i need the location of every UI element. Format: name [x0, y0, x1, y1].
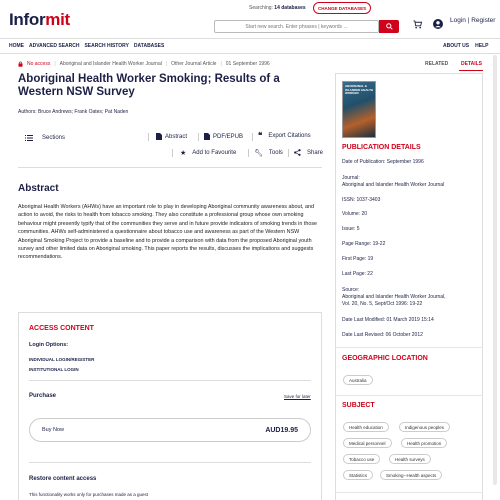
- toolbar-divider: [198, 133, 199, 141]
- tag-smoking-health-aspects[interactable]: Smoking--Health aspects: [380, 470, 442, 480]
- favourite-label: Add to Favourite: [192, 150, 237, 156]
- journal-value[interactable]: Aboriginal and Islander Health Worker Journal: [342, 182, 445, 188]
- export-label: Export Citations: [268, 133, 311, 139]
- last-page: Last Page: 22: [342, 271, 373, 277]
- purchase-heading: Purchase: [29, 393, 57, 399]
- toolbar-divider: [288, 149, 289, 157]
- institutional-login-link[interactable]: INSTITUTIONAL LOGIN: [29, 367, 79, 372]
- share-button[interactable]: [294, 149, 323, 156]
- document-icon: [156, 133, 162, 140]
- tag-indigenous-peoples[interactable]: Indigenous peoples: [399, 422, 450, 432]
- cart-icon[interactable]: [413, 16, 422, 34]
- save-for-later-link[interactable]: Save for later: [284, 394, 311, 399]
- tag-statistics[interactable]: Statistics: [343, 470, 373, 480]
- access-content-panel: [18, 312, 322, 500]
- active-tab-indicator: [459, 70, 483, 71]
- main-nav: [9, 43, 164, 49]
- export-citations-button[interactable]: [258, 133, 311, 139]
- access-divider: [29, 462, 311, 463]
- sidebar-divider: [335, 347, 483, 348]
- restore-access-note: This functionality works only for purchases made as a guest: [29, 492, 149, 497]
- nav-about-us[interactable]: ABOUT US: [443, 43, 470, 49]
- buy-now-label: Buy Now: [42, 427, 65, 433]
- toolbar-bottom-divider: [18, 167, 322, 168]
- issue: Issue: 5: [342, 226, 360, 232]
- list-icon: [25, 135, 33, 141]
- tab-details[interactable]: DETAILS: [461, 61, 483, 67]
- breadcrumb-date: 01 September 1996: [225, 61, 270, 67]
- tab-related[interactable]: RELATED: [425, 61, 449, 67]
- pdf-icon: [204, 133, 210, 140]
- abstract-button[interactable]: [156, 133, 187, 140]
- pdf-label: PDF/EPUB: [213, 133, 244, 140]
- share-icon: [294, 149, 301, 156]
- date-last-revised: Date Last Revised: 06 October 2012: [342, 332, 423, 338]
- tools-button[interactable]: [254, 149, 283, 157]
- sections-button[interactable]: [25, 135, 65, 141]
- search-button[interactable]: [379, 20, 399, 33]
- nav-help[interactable]: HELP: [475, 43, 489, 49]
- page-range: Page Range: 19-22: [342, 241, 386, 247]
- date-of-publication: Date of Publication: September 1996: [342, 159, 424, 165]
- source-line-1: Aboriginal and Islander Health Worker Journal,: [342, 294, 446, 300]
- individual-login-link[interactable]: INDIVIDUAL LOGIN/REGISTER: [29, 357, 95, 362]
- share-label: Share: [307, 149, 324, 156]
- tag-health-education[interactable]: Health education: [343, 422, 389, 432]
- searching-databases-text: Searching: 14 databases: [249, 5, 306, 11]
- tag-tobacco-use[interactable]: Tobacco use: [343, 454, 380, 464]
- geographic-location-heading: GEOGRAPHIC LOCATION: [342, 355, 428, 362]
- change-databases-button[interactable]: CHANGE DATABASES: [313, 2, 371, 14]
- sidebar-divider: [335, 492, 483, 493]
- star-icon: ★: [180, 150, 187, 157]
- volume: Volume: 20: [342, 211, 368, 217]
- header-divider: [0, 38, 500, 39]
- breadcrumb: No access | Aboriginal and Islander Health Worker Journal | Other Journal Article | 01 September 1996: [18, 61, 270, 67]
- cover-title: ABORIGINAL & ISLANDER HEALTH WORKER: [345, 84, 374, 95]
- nav-databases[interactable]: DATABASES: [133, 43, 165, 49]
- abstract-label: Abstract: [165, 133, 188, 140]
- nav-advanced-search[interactable]: ADVANCED SEARCH: [29, 43, 80, 49]
- buy-now-button[interactable]: [29, 418, 311, 442]
- toolbar-divider: [248, 149, 249, 157]
- source-line-2: Vol. 20, No. 5, Sept/Oct 1996: 19-22: [342, 301, 423, 307]
- access-status: No access: [27, 61, 51, 67]
- tag-health-surveys[interactable]: Health surveys: [389, 454, 431, 464]
- toolbar-divider: [252, 133, 253, 141]
- issn: ISSN: 1037-3403: [342, 197, 381, 203]
- pdf-epub-button[interactable]: [204, 133, 243, 140]
- access-divider: [29, 380, 311, 381]
- secondary-nav: [443, 43, 488, 49]
- user-icon[interactable]: [433, 16, 443, 34]
- tag-medical-personnel[interactable]: Medical personnel: [343, 438, 392, 448]
- tag-australia[interactable]: Australia: [343, 375, 373, 385]
- quote-icon: ❝: [258, 131, 263, 140]
- informit-logo[interactable]: Informit: [9, 10, 70, 29]
- abstract-heading: Abstract: [18, 183, 59, 194]
- date-last-modified: Date Last Modified: 01 March 2019 15:14: [342, 317, 434, 323]
- sidebar-divider: [335, 395, 483, 396]
- restore-access-heading: Restore content access: [29, 476, 97, 482]
- nav-search-history[interactable]: SEARCH HISTORY: [84, 43, 129, 49]
- wrench-icon: 🔧︎: [254, 150, 263, 157]
- search-input[interactable]: Start new search. Enter phrases | keywords ...: [214, 20, 379, 33]
- search-icon: [386, 23, 393, 30]
- tag-health-promotion[interactable]: Health promotion: [401, 438, 447, 448]
- sections-label: Sections: [42, 135, 66, 141]
- nav-divider: [0, 53, 500, 54]
- source-label: Source:: [342, 287, 360, 293]
- toolbar-divider: [148, 133, 149, 141]
- publication-details-heading: PUBLICATION DETAILS: [342, 144, 421, 151]
- toolbar-divider: [172, 149, 173, 157]
- login-options-label: Login Options:: [29, 342, 69, 348]
- login-register-link[interactable]: Login | Register: [450, 17, 496, 24]
- breadcrumb-type: Other Journal Article: [171, 61, 217, 67]
- nav-home[interactable]: HOME: [9, 43, 24, 49]
- journal-cover-image: [342, 81, 376, 138]
- tools-label: Tools: [268, 150, 283, 156]
- price: AUD19.95: [265, 426, 298, 434]
- page-scrollbar[interactable]: [493, 55, 497, 485]
- first-page: First Page: 19: [342, 256, 374, 262]
- journal-label: Journal:: [342, 175, 360, 181]
- access-content-heading: ACCESS CONTENT: [29, 325, 94, 332]
- add-favourite-button[interactable]: [180, 149, 236, 157]
- lock-icon: [18, 61, 23, 67]
- subject-heading: SUBJECT: [342, 402, 375, 409]
- article-title: Aboriginal Health Worker Smoking; Results of a Western NSW Survey: [18, 73, 280, 98]
- breadcrumb-journal[interactable]: Aboriginal and Islander Health Worker Journal: [59, 61, 162, 67]
- abstract-text: Aboriginal Health Workers (AHWs) have an important role to play in developing Aboriginal community awareness about, and action to avoid, the risks to health from tobacco smoking. They also constitute a professional group whose own smoking behaviour might presently typify that of the communities they serve and in future provide indicators of smoking trends in those communities. AHWs self-administered a questionnaire about tobacco use and awareness as part of the Western NSW Aboriginal Smoking Project to provide a baseline and to provide a comparison with data from the proposed Aboriginal youth survey and other limited data on Aboriginal smoking. This paper reports the results, discusses the implications and suggests recommendations.: [18, 204, 318, 261]
- article-authors: Authors: Bruce Andrews; Frank Oates; Pat Naden: [18, 109, 129, 115]
